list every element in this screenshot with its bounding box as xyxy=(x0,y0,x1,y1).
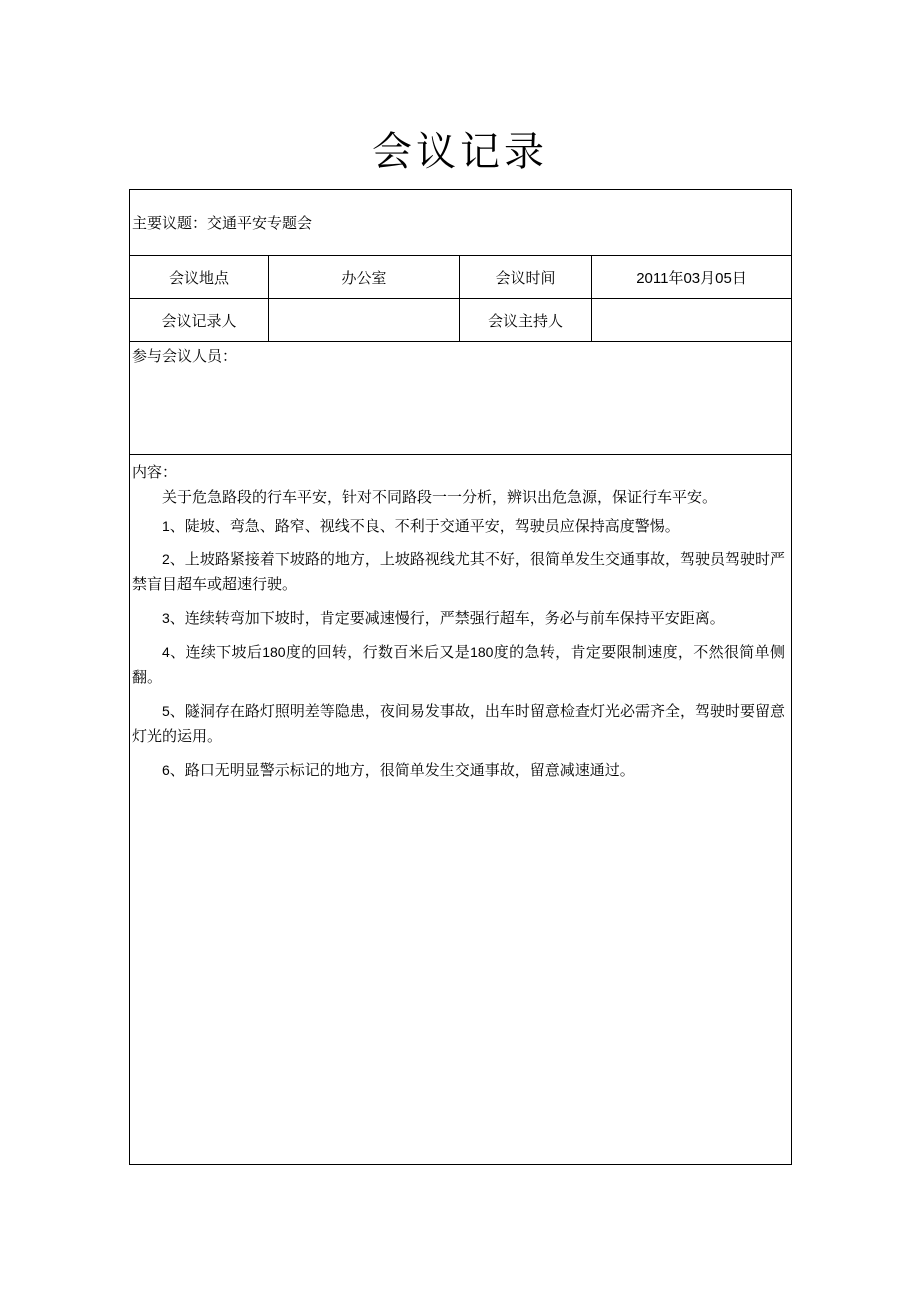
content-paragraph-3 xyxy=(132,606,785,631)
page-title: 会议记录 xyxy=(372,129,548,175)
paragraph-text: 度的急转，肯定要限制速度，不然很简单侧翻。 xyxy=(132,643,786,686)
paragraph-number-inline: 180 xyxy=(262,644,286,660)
content-paragraph-5 xyxy=(132,699,785,749)
meeting-record-table xyxy=(129,189,792,1165)
paragraph-text: 、隧洞存在路灯照明差等隐患，夜间易发事故，出车时留意检查灯光必需齐全，驾驶时要留意灯光的运用。 xyxy=(132,702,786,745)
time-label: 会议时间 xyxy=(460,256,592,299)
paragraph-text: 、路口无明显警示标记的地方，很简单发生交通事故，留意减速通过。 xyxy=(169,761,635,779)
content-paragraph-1 xyxy=(132,514,785,539)
paragraph-text: 、连续转弯加下坡时，肯定要减速慢行，严禁强行超车，务必与前车保持平安距离。 xyxy=(169,609,725,627)
content-paragraph-4 xyxy=(132,640,785,690)
participants-cell xyxy=(130,342,792,455)
topic-cell xyxy=(130,190,792,256)
paragraph-text: 关于危急路段的行车平安，针对不同路段一一分析，辨识出危急源，保证行车平安。 xyxy=(162,488,718,506)
recorder-value xyxy=(269,299,460,342)
paragraph-text: 、上坡路紧接着下坡路的地方，上坡路视线尤其不好，很简单发生交通事故，驾驶员驾驶时严禁盲目超车或超速行驶。 xyxy=(132,550,786,593)
paragraph-number: 3 xyxy=(162,610,170,626)
topic-label: 主要议题： xyxy=(132,214,208,232)
recorder-label: 会议记录人 xyxy=(130,299,269,342)
paragraph-number: 1 xyxy=(162,518,170,534)
paragraph-number-inline: 180 xyxy=(470,644,494,660)
location-value: 办公室 xyxy=(269,256,460,299)
paragraph-text: 度的回转，行数百米后又是 xyxy=(285,643,471,661)
content-label: 内容： xyxy=(132,463,178,481)
content-cell xyxy=(130,455,792,1165)
paragraph-number: 2 xyxy=(162,551,170,567)
paragraph-text: 、连续下坡后 xyxy=(169,643,263,661)
host-label: 会议主持人 xyxy=(460,299,592,342)
paragraph-number: 4 xyxy=(162,644,170,660)
paragraph-number: 6 xyxy=(162,762,170,778)
time-value: 2011年03月05日 xyxy=(592,256,792,299)
location-label: 会议地点 xyxy=(130,256,269,299)
host-value xyxy=(592,299,792,342)
participants-label: 参与会议人员： xyxy=(132,347,238,365)
topic-value: 交通平安专题会 xyxy=(207,214,313,232)
content-paragraph-6 xyxy=(132,758,785,783)
content-paragraph-intro xyxy=(132,485,785,510)
content-paragraph-2 xyxy=(132,547,785,597)
paragraph-text: 、陡坡、弯急、路窄、视线不良、不利于交通平安，驾驶员应保持高度警惕。 xyxy=(169,517,680,535)
paragraph-number: 5 xyxy=(162,703,170,719)
